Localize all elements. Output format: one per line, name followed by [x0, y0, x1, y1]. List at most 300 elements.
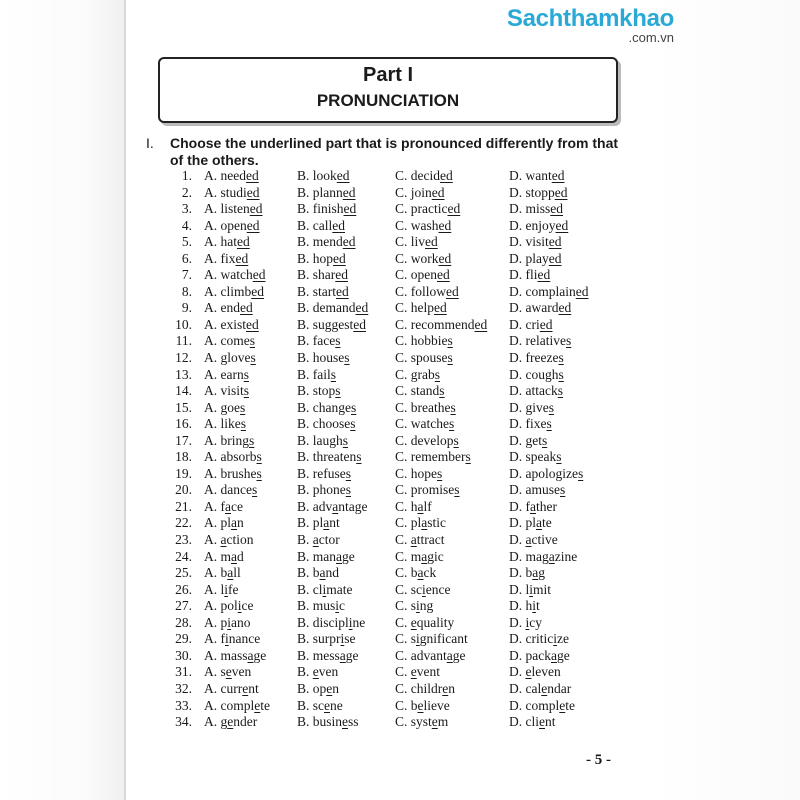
option-word-rest: quality [416, 614, 455, 630]
underlined-part: s [344, 350, 350, 366]
option-letter-and-stem: B. demand [297, 300, 356, 316]
option-word-rest: ne [352, 614, 366, 630]
question-row [0, 598, 800, 615]
option-letter-and-stem: B. stop [297, 383, 336, 399]
question-number: 13. [175, 366, 192, 382]
option-c [395, 234, 438, 250]
option-b [297, 565, 339, 581]
option-word-rest: stic [427, 515, 447, 531]
option-letter-and-stem: B. cl [297, 581, 323, 597]
question-number: 27. [175, 598, 192, 614]
option-d [509, 218, 568, 234]
option-letter-and-stem: A. hat [204, 234, 237, 250]
option-word-rest: ction [226, 532, 254, 548]
underlined-part: s [249, 432, 255, 448]
option-a [204, 499, 243, 515]
underlined-part: i [237, 598, 242, 614]
option-d [509, 532, 558, 548]
underlined-part: s [560, 482, 566, 498]
option-letter-and-stem: D. critic [509, 631, 554, 647]
section-title: PRONUNCIATION [316, 91, 460, 110]
underlined-part: ed [438, 217, 452, 233]
option-letter-and-stem: B. busin [297, 714, 343, 730]
option-word-rest: n [237, 515, 244, 531]
option-d [509, 185, 568, 201]
underlined-part: s [557, 383, 563, 399]
option-letter-and-stem: A. fix [204, 250, 236, 266]
option-letter-and-stem: D. f [509, 498, 530, 514]
underlined-part: a [530, 498, 536, 514]
option-b [297, 532, 340, 548]
question-row [0, 218, 800, 235]
question-row [0, 449, 800, 466]
option-word-rest: zine [554, 548, 578, 564]
question-number: 18. [175, 449, 192, 465]
option-d [509, 449, 562, 465]
option-letter-and-stem: A. bring [204, 432, 249, 448]
underlined-part: a [536, 515, 542, 531]
option-letter-and-stem: D. b [509, 565, 533, 581]
option-word-rest: ze [557, 631, 569, 647]
option-letter-and-stem: B. shar [297, 267, 336, 283]
option-word-rest: m [437, 714, 449, 730]
option-letter-and-stem: A. studi [204, 184, 247, 200]
question-number: 12. [175, 350, 192, 366]
page-number: - 5 - [586, 752, 611, 768]
option-b [297, 251, 346, 267]
option-letter-and-stem: A. visit [204, 383, 244, 399]
option-c [395, 317, 487, 333]
underlined-part: a [225, 498, 231, 514]
underlined-part: i [224, 581, 229, 597]
underlined-part: ed [554, 184, 568, 200]
option-letter-and-stem: B. threaten [297, 449, 357, 465]
option-b [297, 168, 350, 184]
underlined-part: ed [335, 267, 348, 283]
option-letter-and-stem: B. phone [297, 482, 346, 498]
underlined-part: e [227, 714, 234, 730]
option-letter-and-stem: C. b [395, 697, 418, 713]
underlined-part: ed [353, 316, 367, 332]
underlined-part: ed [446, 283, 459, 299]
option-d [509, 416, 552, 432]
option-d [509, 201, 563, 217]
underlined-part: ed [343, 201, 357, 217]
option-a [204, 168, 259, 184]
option-letter-and-stem: B. [297, 664, 313, 680]
option-letter-and-stem: B. adv [297, 498, 333, 514]
underlined-part: ed [237, 234, 250, 250]
option-c [395, 300, 447, 316]
option-letter-and-stem: D. miss [509, 201, 551, 217]
option-a [204, 449, 262, 465]
option-b [297, 466, 351, 482]
underlined-part: s [556, 449, 562, 465]
option-word-rest: ge [345, 647, 359, 663]
question-row [0, 532, 800, 549]
option-a [204, 549, 244, 565]
option-letter-and-stem: B. choose [297, 416, 351, 432]
option-letter-and-stem: D. pack [509, 647, 551, 663]
underlined-part: e [525, 664, 532, 680]
question-row [0, 433, 800, 450]
option-word-rest: ttract [416, 532, 445, 548]
underlined-part: s [434, 366, 441, 382]
option-a [204, 466, 262, 482]
option-letter-and-stem: A. climb [204, 283, 252, 299]
option-letter-and-stem: D. want [509, 168, 552, 183]
option-letter-and-stem: C. m [395, 548, 422, 564]
option-letter-and-stem: C. watche [395, 416, 449, 432]
underlined-part: s [453, 432, 459, 448]
underlined-part: i [340, 631, 345, 647]
question-row [0, 714, 800, 731]
underlined-part: s [447, 350, 453, 366]
question-row [0, 615, 800, 632]
option-letter-and-stem: B. laugh [297, 432, 343, 448]
option-letter-and-stem: B. sc [297, 697, 324, 713]
underlined-part: e [410, 614, 417, 630]
question-number: 22. [175, 515, 192, 531]
underlined-part: s [548, 399, 555, 415]
question-number: 14. [175, 383, 192, 399]
option-word-rest: fe [228, 581, 239, 597]
option-letter-and-stem: C. develop [395, 432, 454, 448]
option-word-rest: ge [556, 647, 570, 663]
option-letter-and-stem: A. earn [204, 366, 244, 382]
instruction [146, 135, 626, 169]
underlined-part: i [422, 581, 426, 597]
underlined-part: a [532, 565, 539, 581]
option-b [297, 383, 341, 399]
option-b [297, 433, 348, 449]
question-number: 30. [175, 647, 192, 663]
option-letter-and-stem: A. like [204, 416, 241, 432]
question-row [0, 383, 800, 400]
option-d [509, 333, 571, 349]
option-c [395, 681, 455, 697]
option-a [204, 582, 239, 598]
option-b [297, 284, 349, 300]
underlined-part: s [342, 432, 349, 448]
question-row [0, 631, 800, 648]
option-a [204, 714, 257, 730]
option-word-rest: ndar [547, 680, 572, 696]
question-row [0, 565, 800, 582]
option-letter-and-stem: D. freeze [509, 350, 559, 366]
underlined-part: ed [425, 234, 438, 250]
underlined-part: e [410, 664, 417, 680]
underlined-part: s [350, 416, 356, 432]
option-letter-and-stem: A. come [204, 333, 250, 349]
underlined-part: a [550, 647, 557, 663]
option-d [509, 251, 562, 267]
underlined-part: s [350, 399, 357, 415]
question-number: 32. [175, 680, 192, 696]
option-word-rest: te [542, 515, 552, 531]
question-row [0, 466, 800, 483]
option-letter-and-stem: B. call [297, 217, 333, 233]
option-c [395, 267, 450, 283]
option-letter-and-stem: B. look [297, 168, 337, 183]
option-a [204, 565, 241, 581]
option-d [509, 400, 554, 416]
option-d [509, 615, 542, 631]
option-word-rest: ven [318, 664, 339, 680]
option-word-rest: gnificant [419, 631, 468, 647]
underlined-part: s [577, 465, 584, 481]
option-c [395, 648, 466, 664]
option-letter-and-stem: C. decid [395, 168, 440, 183]
option-letter-and-stem: A. exist [204, 316, 246, 332]
option-b [297, 333, 341, 349]
question-number: 31. [175, 664, 192, 680]
option-letter-and-stem: B. pl [297, 515, 324, 531]
option-word-rest: ne [330, 697, 343, 713]
option-word-rest: te [260, 697, 270, 713]
question-number: 2. [181, 184, 192, 200]
question-number: 28. [175, 614, 192, 630]
question-row [0, 367, 800, 384]
option-a [204, 367, 249, 383]
option-letter-and-stem: A. s [204, 664, 226, 680]
underlined-part: a [220, 532, 227, 548]
option-letter-and-stem: D. cough [509, 366, 559, 382]
option-letter-and-stem: A. compl [204, 697, 255, 713]
option-b [297, 234, 356, 250]
option-b [297, 582, 353, 598]
option-letter-and-stem: A. m [204, 548, 231, 564]
underlined-part: s [439, 383, 445, 399]
question-number: 1. [181, 168, 192, 183]
option-letter-and-stem: B. hop [297, 250, 334, 266]
option-letter-and-stem: D. mag [509, 548, 549, 564]
option-a [204, 615, 251, 631]
underlined-part: i [416, 631, 420, 647]
underlined-part: s [345, 482, 352, 498]
option-letter-and-stem: B. house [297, 350, 345, 366]
underlined-part: a [332, 498, 339, 514]
option-letter-and-stem: D. complain [509, 283, 576, 299]
question-number: 3. [181, 201, 192, 217]
option-word-rest: d [237, 548, 244, 564]
option-d [509, 433, 547, 449]
underlined-part: ed [440, 168, 453, 183]
option-d [509, 698, 575, 714]
option-a [204, 234, 250, 250]
option-letter-and-stem: A. p [204, 614, 228, 630]
option-d [509, 284, 589, 300]
option-b [297, 416, 356, 432]
option-word-rest: n [332, 680, 340, 696]
option-letter-and-stem: C. grab [395, 366, 435, 382]
option-b [297, 350, 350, 366]
option-letter-and-stem: C. sc [395, 581, 422, 597]
option-word-rest: ce [231, 498, 243, 514]
option-letter-and-stem: A. f [204, 631, 225, 647]
option-letter-and-stem: C. [395, 664, 411, 680]
option-letter-and-stem: D. h [509, 598, 533, 614]
option-word-rest: nt [329, 515, 340, 531]
option-a [204, 218, 260, 234]
option-d [509, 383, 563, 399]
option-letter-and-stem: C. pl [395, 515, 422, 531]
option-d [509, 549, 577, 565]
option-c [395, 218, 451, 234]
option-letter-and-stem: A. f [204, 498, 225, 514]
option-letter-and-stem: A. mass [204, 647, 248, 663]
option-c [395, 367, 440, 383]
option-letter-and-stem: C. join [395, 184, 432, 200]
option-d [509, 317, 553, 333]
underlined-part: i [525, 614, 530, 630]
underlined-part: ed [548, 234, 562, 250]
option-letter-and-stem: A. absorb [204, 449, 257, 465]
underlined-part: ed [431, 184, 445, 200]
option-letter-and-stem: A. l [204, 581, 225, 597]
underlined-part: ed [342, 234, 356, 250]
question-number: 23. [175, 532, 192, 548]
underlined-part: a [339, 647, 346, 663]
option-letter-and-stem: D. give [509, 399, 549, 415]
underlined-part: s [345, 465, 351, 481]
question-row [0, 400, 800, 417]
option-letter-and-stem: B. b [297, 565, 320, 581]
option-word-rest: te [565, 697, 575, 713]
underlined-part: ed [355, 300, 369, 316]
option-word-rest: n [448, 680, 455, 696]
underlined-part: s [330, 366, 337, 382]
underlined-part: s [250, 350, 256, 366]
option-c [395, 582, 451, 598]
option-word-rest: leven [531, 664, 561, 680]
option-c [395, 201, 460, 217]
option-word-rest: ck [423, 565, 437, 581]
underlined-part: ed [249, 201, 263, 217]
underlined-part: s [558, 366, 564, 382]
option-letter-and-stem: C. liv [395, 234, 426, 250]
underlined-part: ed [575, 283, 589, 299]
underlined-part: e [342, 714, 349, 730]
question-row [0, 267, 800, 284]
option-word-rest: c [339, 598, 346, 614]
underlined-part: ed [336, 283, 349, 299]
underlined-part: ed [555, 217, 569, 233]
underlined-part: e [539, 714, 545, 730]
option-letter-and-stem: D. compl [509, 697, 560, 713]
option-letter-and-stem: D. amuse [509, 482, 560, 498]
option-letter-and-stem: C. s [395, 598, 417, 614]
question-row [0, 234, 800, 251]
option-word-rest: vent [416, 664, 441, 680]
option-d [509, 664, 561, 680]
underlined-part: e [326, 680, 333, 696]
option-a [204, 383, 249, 399]
question-list [0, 168, 800, 731]
underlined-part: ed [333, 250, 346, 266]
underlined-part: ed [252, 267, 266, 283]
underlined-part: a [525, 532, 532, 548]
option-letter-and-stem: C. help [395, 300, 434, 316]
option-word-rest: gic [427, 548, 444, 564]
underlined-part: i [335, 598, 340, 614]
underlined-part: s [542, 432, 548, 448]
question-number: 29. [175, 631, 192, 647]
option-word-rest: t [536, 598, 540, 614]
option-b [297, 631, 356, 647]
part-title-box [158, 57, 618, 123]
option-letter-and-stem: D. enjoy [509, 217, 556, 233]
underlined-part: ed [558, 300, 572, 316]
option-letter-and-stem: D. fixe [509, 416, 547, 432]
option-d [509, 598, 540, 614]
option-letter-and-stem: D. stopp [509, 184, 555, 200]
underlined-part: ed [245, 168, 259, 183]
option-letter-and-stem: B. change [297, 399, 351, 415]
underlined-part: i [529, 581, 534, 597]
underlined-part: a [417, 498, 424, 514]
option-c [395, 383, 445, 399]
option-letter-and-stem: A. pl [204, 515, 231, 531]
question-row [0, 549, 800, 566]
option-letter-and-stem: C. follow [395, 283, 447, 299]
option-letter-and-stem: D. attack [509, 383, 558, 399]
option-a [204, 532, 254, 548]
option-word-rest: ge [342, 548, 355, 564]
question-number: 17. [175, 432, 192, 448]
underlined-part: ed [550, 201, 564, 217]
question-number: 11. [175, 333, 192, 349]
option-word-rest: cy [529, 614, 543, 630]
option-letter-and-stem: B. op [297, 680, 327, 696]
option-c [395, 433, 459, 449]
option-b [297, 218, 345, 234]
underlined-part: a [548, 548, 555, 564]
option-letter-and-stem: A. goe [204, 399, 240, 415]
option-word-rest: lf [423, 498, 432, 514]
option-word-rest: ge [253, 647, 267, 663]
underlined-part: e [431, 714, 438, 730]
option-c [395, 631, 468, 647]
underlined-part: a [323, 515, 330, 531]
underlined-part: e [559, 697, 566, 713]
option-a [204, 664, 251, 680]
option-c [395, 565, 436, 581]
underlined-part: e [254, 697, 261, 713]
option-d [509, 300, 571, 316]
question-row [0, 350, 800, 367]
underlined-part: ed [537, 267, 551, 283]
option-c [395, 284, 459, 300]
option-letter-and-stem: B. mend [297, 234, 343, 250]
underlined-part: ed [336, 168, 350, 183]
underlined-part: s [251, 482, 258, 498]
option-word-rest: ge [452, 647, 466, 663]
option-d [509, 499, 557, 515]
underlined-part: s [249, 333, 255, 349]
option-c [395, 466, 442, 482]
option-letter-and-stem: D. [509, 664, 526, 680]
underlined-part: ed [539, 316, 553, 332]
option-c [395, 664, 440, 680]
question-number: 4. [181, 217, 192, 233]
watermark-logo [494, 6, 674, 45]
option-a [204, 433, 254, 449]
option-b [297, 515, 340, 531]
question-number: 7. [181, 267, 192, 283]
option-a [204, 681, 259, 697]
option-a [204, 201, 263, 217]
